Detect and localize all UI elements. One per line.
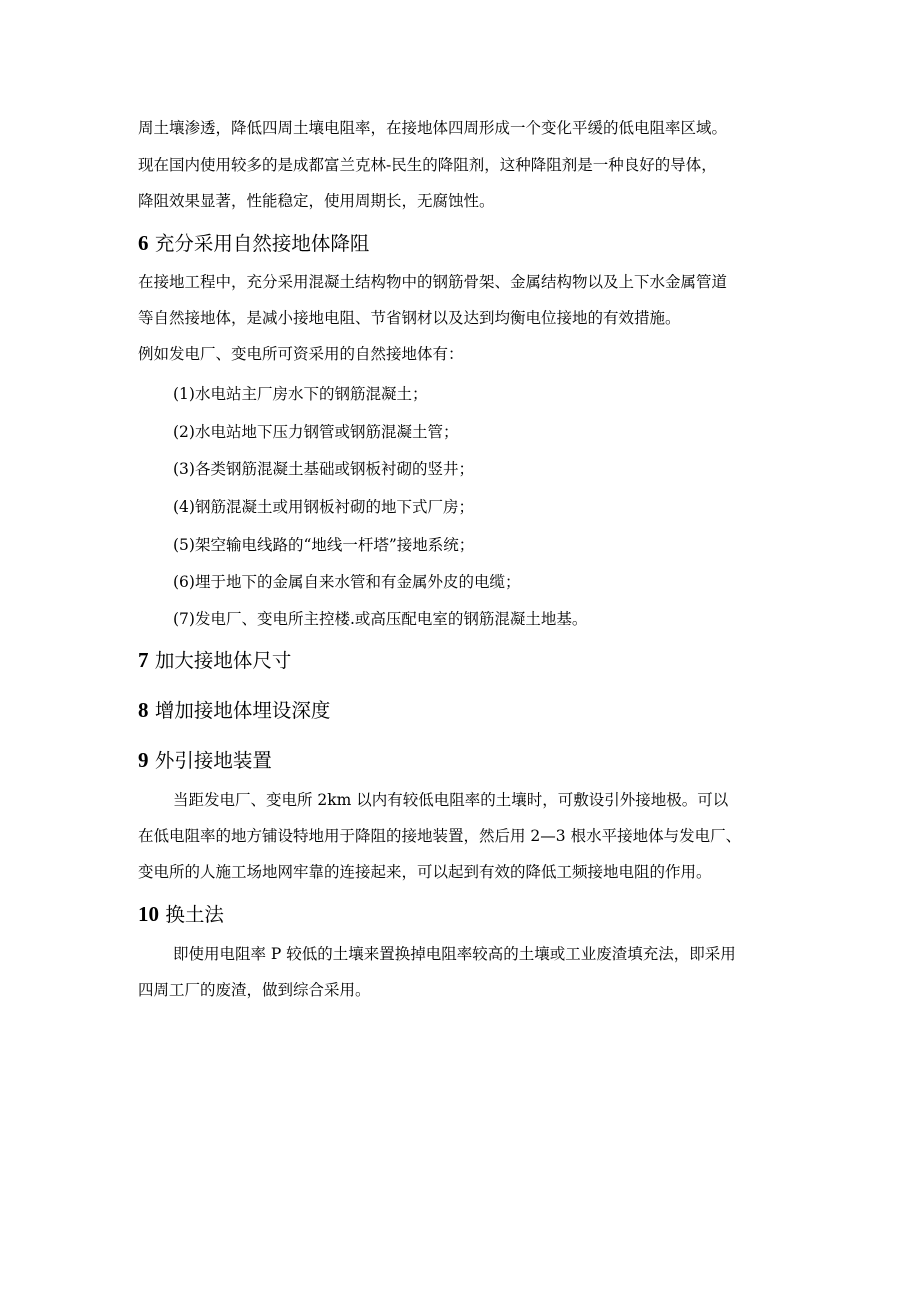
paragraph-line: 现在国内使用较多的是成都富兰克林-民生的降阻剂，这种降阻剂是一种良好的导体， [138, 156, 717, 174]
section-number: 8 [138, 698, 149, 722]
paragraph-line: 当距发电厂、变电所 2km 以内有较低电阻率的土壤时，可敷设引外接地极。可以 [173, 791, 729, 809]
list-item: (6)埋于地下的金属自来水管和有金属外皮的电缆； [173, 573, 521, 591]
section-number: 6 [138, 231, 149, 255]
section-title: 充分采用自然接地体降阻 [154, 232, 370, 255]
paragraph-line: 等自然接地体，是减小接地电阻、节省钢材以及达到均衡电位接地的有效措施。 [138, 309, 681, 327]
section-heading-10 [138, 901, 224, 928]
section-title: 外引接地装置 [154, 749, 272, 772]
paragraph-line: 周土壤渗透，降低四周土壤电阻率，在接地体四周形成一个变化平缓的低电阻率区域。 [138, 119, 728, 137]
list-item: (5)架空输电线路的“地线一杆塔”接地系统； [173, 536, 475, 554]
list-item: (3)各类钢筋混凝土基础或钢板衬砌的竖井； [173, 460, 474, 478]
list-item: (2)水电站地下压力钢管或钢筋混凝土管； [173, 423, 459, 441]
section-number: 9 [138, 748, 149, 772]
list-item: (7)发电厂、变电所主控楼.或高压配电室的钢筋混凝土地基。 [173, 610, 588, 628]
paragraph-line: 四周工厂的废渣，做到综合采用。 [138, 981, 371, 999]
paragraph-line: 例如发电厂、变电所可资采用的自然接地体有： [138, 345, 464, 363]
section-title: 加大接地体尺寸 [154, 649, 292, 672]
paragraph-line: 在低电阻率的地方铺设特地用于降阻的接地装置，然后用 2—3 根水平接地体与发电厂、 [138, 827, 742, 845]
list-item: (4)钢筋混凝土或用钢板衬砌的地下式厂房； [173, 498, 474, 516]
paragraph-line: 变电所的人施工场地网牢靠的连接起来，可以起到有效的降低工频接地电阻的作用。 [138, 863, 712, 881]
list-item: (1)水电站主厂房水下的钢筋混凝土； [173, 385, 428, 403]
section-heading-7 [138, 647, 291, 674]
section-number: 7 [138, 648, 149, 672]
paragraph-line: 降阻效果显著，性能稳定，使用周期长，无腐蚀性。 [138, 192, 495, 210]
section-heading-8 [138, 697, 330, 724]
paragraph-line: 即使用电阻率 P 较低的土壤来置换掉电阻率较高的土壤或工业废渣填充法，即采用 [173, 945, 736, 963]
paragraph-line: 在接地工程中，充分采用混凝土结构物中的钢筋骨架、金属结构物以及上下水金属管道 [138, 273, 728, 291]
section-heading-9 [138, 747, 272, 774]
section-title: 增加接地体埋设深度 [154, 699, 331, 722]
section-title: 换土法 [165, 903, 224, 926]
section-heading-6 [138, 230, 369, 257]
section-number: 10 [138, 902, 159, 926]
